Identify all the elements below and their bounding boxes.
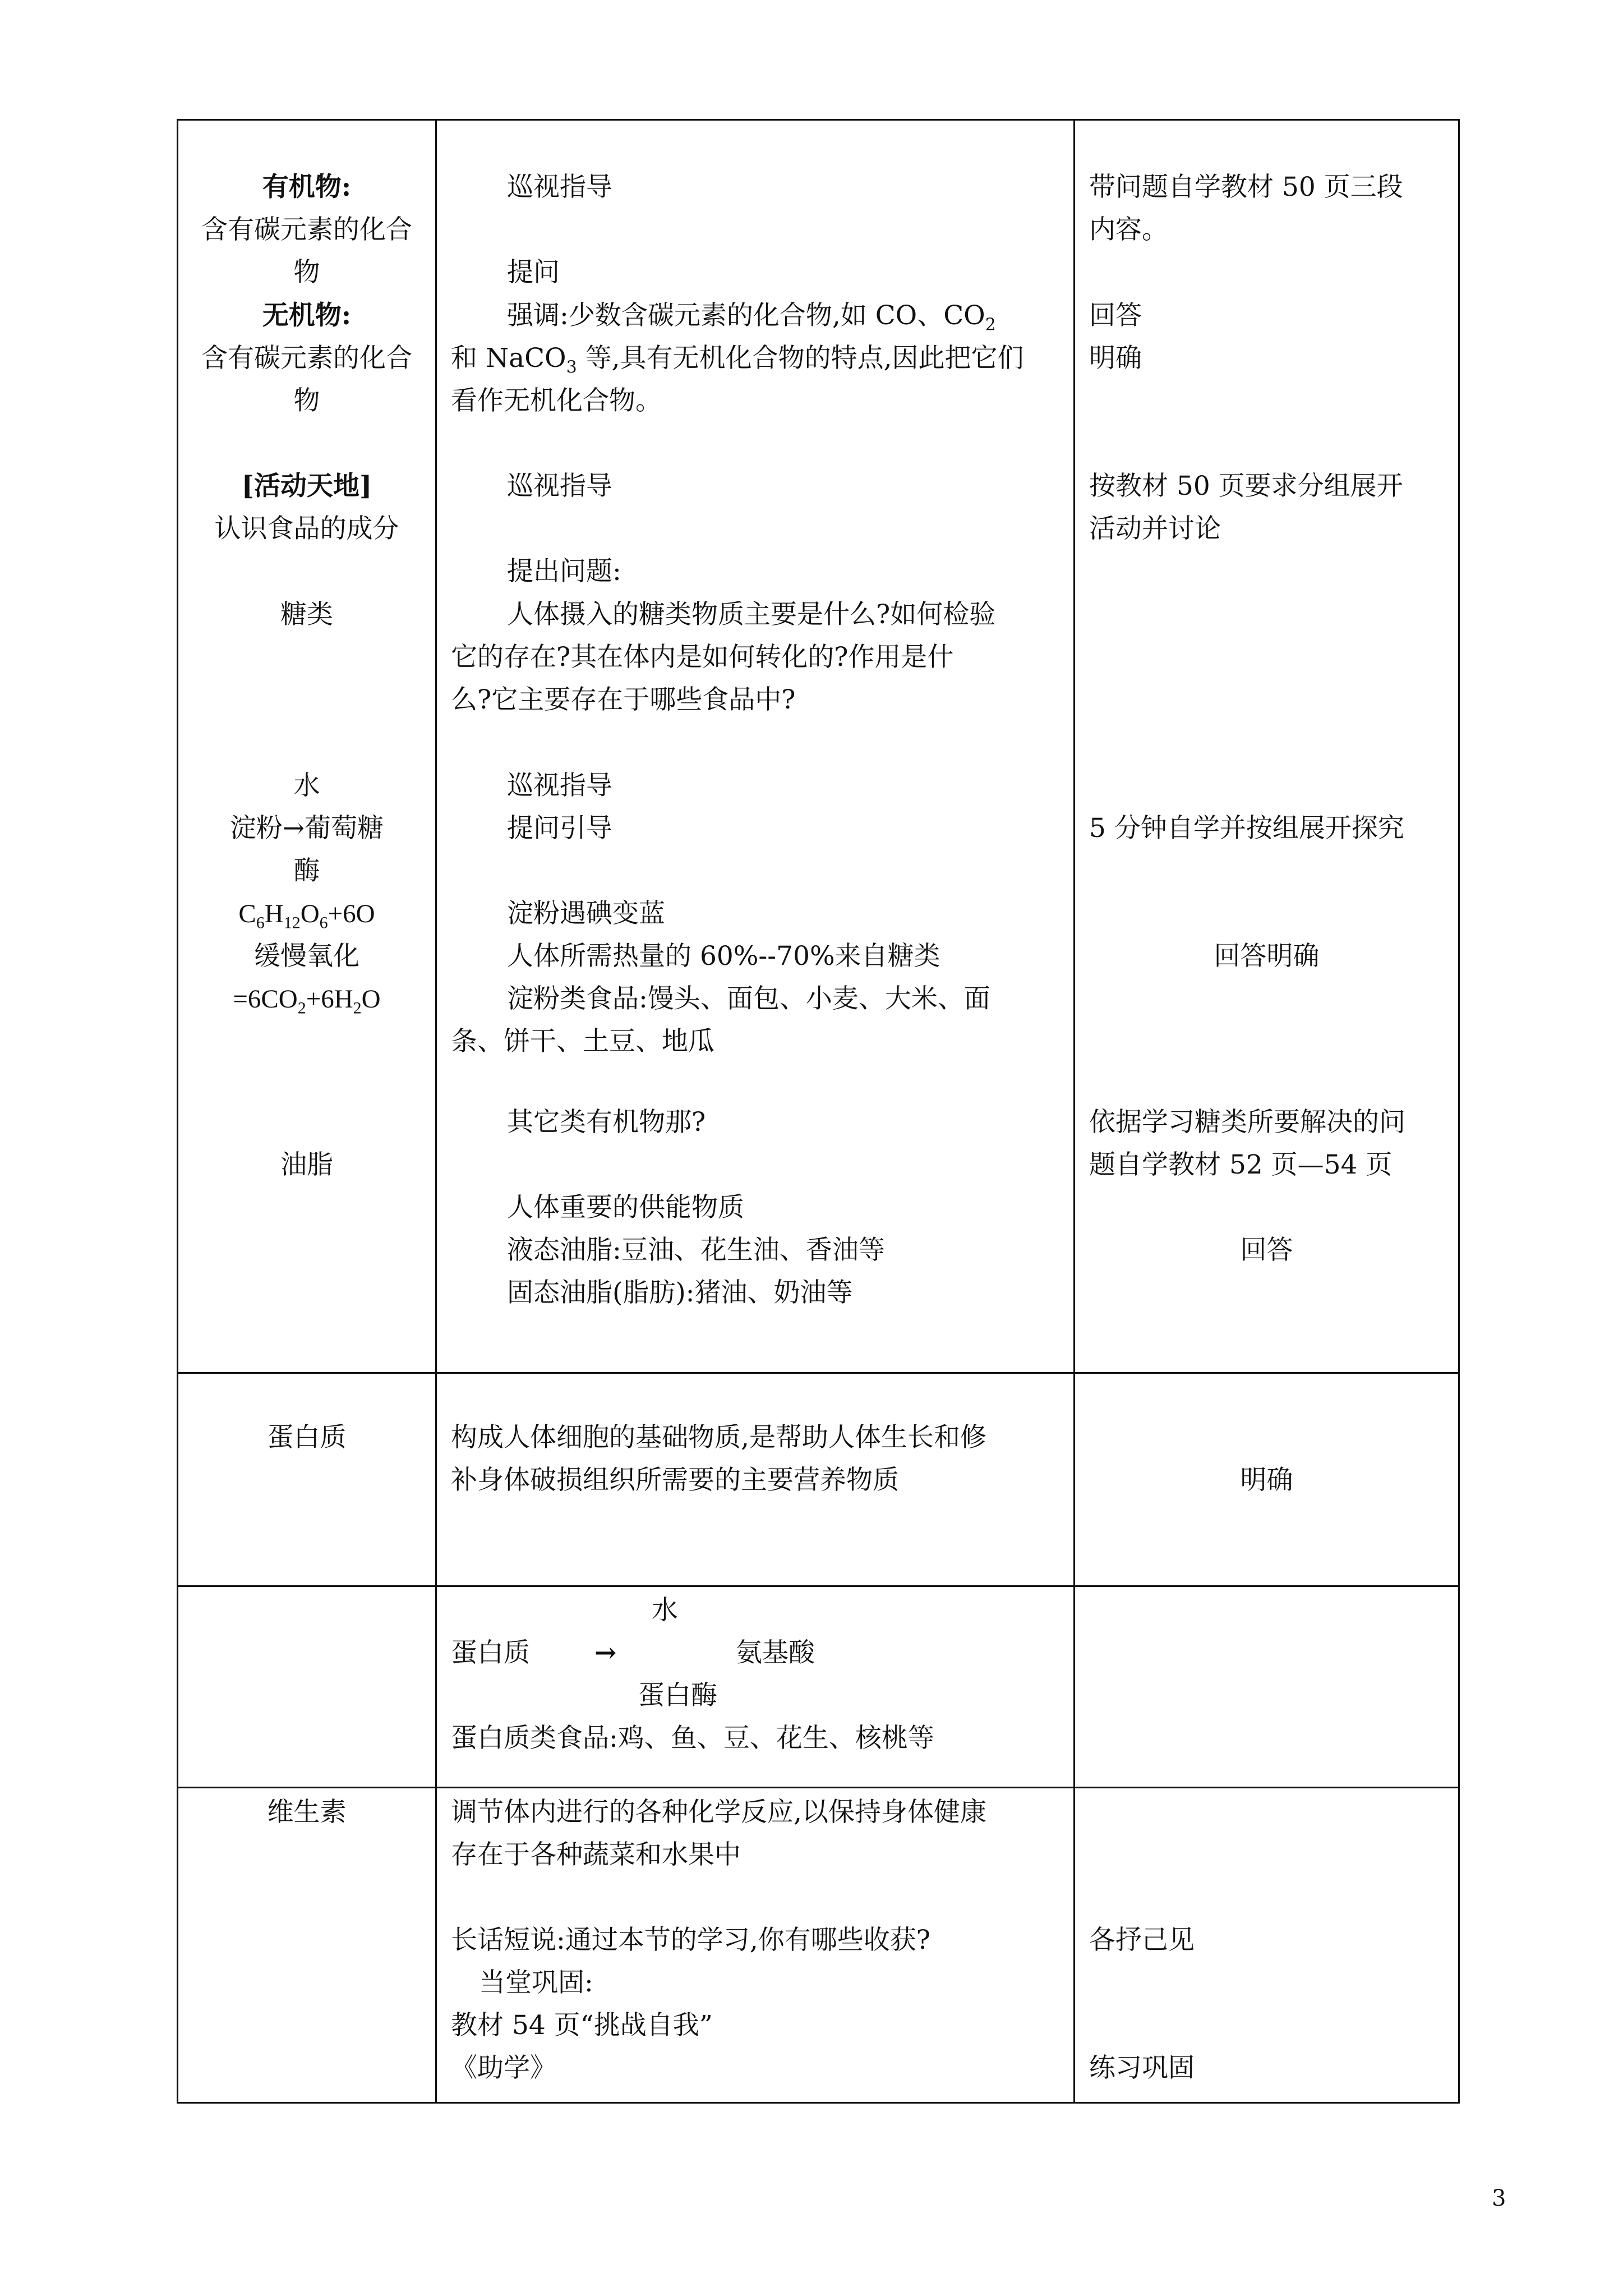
- emphasis-line-1: 强调:少数含碳元素的化合物,如 CO、$CO_2$: [507, 300, 996, 335]
- iodine-test: 淀粉遇碘变蓝: [507, 898, 665, 929]
- protein-clear: 明确: [1240, 1465, 1293, 1496]
- teacher-ask: 提问: [507, 257, 560, 288]
- protein-reactant: 蛋白质: [451, 1637, 530, 1668]
- inorganic-title: 无机物:: [262, 300, 352, 331]
- slow-oxidation-label: 缓慢氧化: [254, 941, 359, 972]
- inorganic-definition-line-2: 物: [293, 385, 320, 416]
- organic-definition-line-2: 物: [293, 257, 320, 288]
- lesson-summary-prompt: 长话短说:通过本节的学习,你有哪些收获?: [451, 1925, 930, 1955]
- enzyme-label: 酶: [293, 855, 320, 886]
- practice-consolidate: 练习巩固: [1089, 2053, 1195, 2083]
- activity-subtitle: 认识食品的成分: [214, 513, 399, 544]
- answer-clear: 回答明确: [1214, 941, 1320, 972]
- protein-food: 蛋白质类食品:鸡、鱼、豆、花生、核桃等: [451, 1723, 934, 1754]
- inorganic-definition-line-1: 含有碳元素的化合: [201, 343, 412, 374]
- organic-definition-line-1: 含有碳元素的化合: [201, 214, 412, 245]
- reaction-arrow: →: [594, 1637, 617, 1668]
- consolidation-title: 当堂巩固:: [479, 1967, 593, 1998]
- protein-description-line-1: 构成人体细胞的基础物质,是帮助人体生长和修: [451, 1422, 986, 1453]
- protein-water-label: 水: [652, 1595, 678, 1626]
- other-organic-question: 其它类有机物那?: [507, 1107, 706, 1138]
- emphasis-line-2: 和 NaCO$_3$ 等,具有无机化合物的特点,因此把它们: [451, 343, 1024, 378]
- protease-label: 蛋白酶: [638, 1680, 717, 1711]
- liquid-fat: 液态油脂:豆油、花生油、香油等: [507, 1235, 885, 1266]
- column-divider-1: [435, 119, 437, 2104]
- textbook-exercise: 教材 54 页“挑战自我”: [451, 2010, 713, 2041]
- protein-description-line-2: 补身体破损组织所需要的主要营养物质: [451, 1465, 899, 1496]
- fat-label: 油脂: [280, 1149, 333, 1180]
- basis-study-line-1: 依据学习糖类所要解决的问: [1089, 1107, 1405, 1138]
- zhuxue-exercise: 《助学》: [451, 2053, 556, 2083]
- teacher-guide-3: 巡视指导: [507, 770, 612, 801]
- emphasis-line-3: 看作无机化合物。: [451, 385, 662, 416]
- vitamin-description-line-2: 存在于各种蔬菜和水果中: [451, 1839, 741, 1870]
- group-activity-line-2: 活动并讨论: [1089, 513, 1221, 544]
- water-label: 水: [293, 770, 320, 801]
- question-line-1: 人体摄入的糖类物质主要是什么?如何检验: [507, 599, 996, 630]
- sugar-label: 糖类: [280, 599, 333, 630]
- vitamin-description-line-1: 调节体内进行的各种化学反应,以保持身体健康: [451, 1797, 986, 1828]
- table-right-border: [1458, 119, 1460, 2104]
- self-study-line-1: 带问题自学教材 50 页三段: [1089, 172, 1403, 203]
- ask-guide: 提问引导: [507, 813, 612, 844]
- amino-acid: 氨基酸: [736, 1637, 815, 1668]
- organic-title: 有机物:: [262, 172, 352, 203]
- five-minute-study: 5 分钟自学并按组展开探究: [1089, 813, 1404, 844]
- energy-substance: 人体重要的供能物质: [507, 1192, 744, 1223]
- row-divider-3: [177, 1787, 1460, 1788]
- table-top-border: [177, 119, 1460, 121]
- table-bottom-border: [177, 2102, 1460, 2104]
- solid-fat: 固态油脂(脂肪):猪油、奶油等: [507, 1277, 853, 1308]
- protein-label: 蛋白质: [267, 1422, 347, 1453]
- basis-study-line-2: 题自学教材 52 页—54 页: [1089, 1149, 1393, 1180]
- group-activity-line-1: 按教材 50 页要求分组展开: [1089, 471, 1403, 501]
- row-divider-2: [177, 1585, 1460, 1587]
- vitamin-label: 维生素: [267, 1797, 347, 1828]
- student-opinions: 各抒己见: [1089, 1925, 1195, 1955]
- student-answer-2: 回答: [1240, 1235, 1293, 1266]
- page-number: 3: [1492, 2185, 1506, 2211]
- starch-to-glucose: 淀粉→葡萄糖: [229, 813, 384, 844]
- oxidation-products-formula: $=6CO_2+6H_2O$: [233, 984, 381, 1018]
- energy-source: 人体所需热量的 60%--70%来自糖类: [507, 941, 940, 972]
- question-line-2: 它的存在?其在体内是如何转化的?作用是什: [451, 642, 954, 673]
- activity-title: [活动天地]: [241, 471, 372, 501]
- question-title: 提出问题:: [507, 556, 621, 587]
- student-clear: 明确: [1089, 343, 1142, 374]
- starch-food-line-2: 条、饼干、土豆、地瓜: [451, 1026, 714, 1057]
- column-divider-2: [1073, 119, 1075, 2104]
- teacher-guide-2: 巡视指导: [507, 471, 612, 501]
- starch-food-line-1: 淀粉类食品:馒头、面包、小麦、大米、面: [507, 983, 990, 1014]
- row-divider-1: [177, 1372, 1460, 1374]
- student-answer: 回答: [1089, 300, 1142, 331]
- question-line-3: 么?它主要存在于哪些食品中?: [451, 684, 796, 715]
- self-study-line-2: 内容。: [1089, 214, 1168, 245]
- glucose-oxidation-formula: $C_6H_{12}O_6+6O$: [238, 899, 375, 932]
- teacher-guide-1: 巡视指导: [507, 172, 612, 203]
